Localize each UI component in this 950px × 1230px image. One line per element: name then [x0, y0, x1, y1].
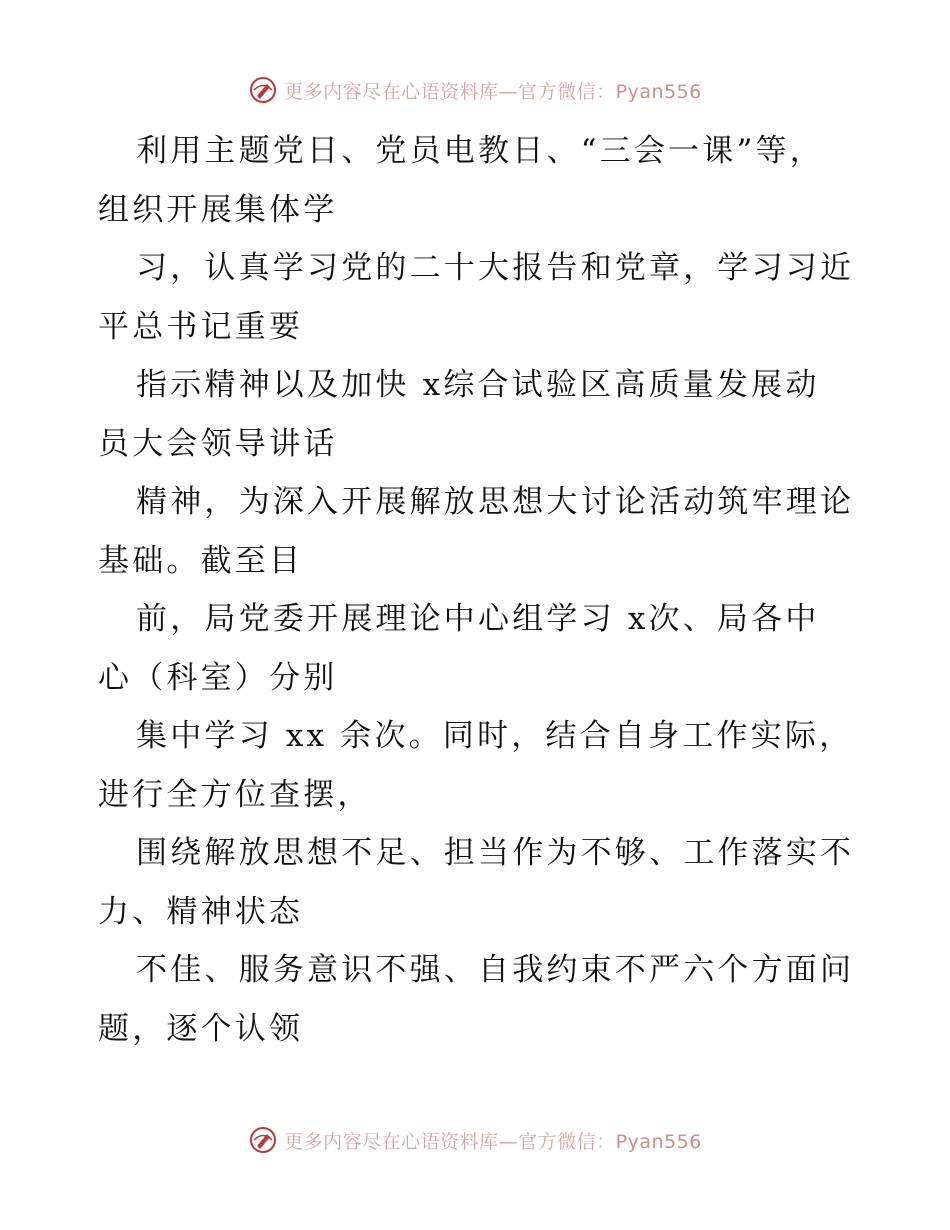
paragraph-line: 力、精神状态	[98, 893, 304, 930]
paragraph	[98, 707, 858, 824]
paragraph	[98, 122, 858, 239]
paragraph-line: 指示精神以及加快 x综合试验区高质量发展动	[136, 367, 820, 403]
paragraph-line: 精神，为深入开展解放思想大讨论活动筑牢理论	[136, 484, 855, 520]
header-watermark-text: 更多内容尽在心语资料库—官方微信：Pyan556	[284, 80, 702, 103]
paragraph-line: 基础。截至目	[98, 542, 304, 579]
paragraph-line: 题，逐个认领	[98, 1010, 304, 1047]
paragraph-line: 利用主题党日、党员电教日、“三会一课”等，	[136, 133, 824, 169]
footer-watermark-text: 更多内容尽在心语资料库—官方微信：Pyan556	[284, 1130, 702, 1153]
paragraph	[98, 590, 858, 707]
paragraph-line: 员大会领导讲话	[98, 425, 338, 462]
pen-logo-icon	[248, 75, 278, 105]
paragraph-line: 前，局党委开展理论中心组学习 x次、局各中	[136, 601, 820, 637]
paragraph-line: 习，认真学习党的二十大报告和党章，学习习近	[136, 250, 855, 286]
paragraph-line: 不佳、服务意识不强、自我约束不严六个方面问	[136, 952, 855, 988]
document-body	[98, 122, 858, 1058]
paragraph	[98, 239, 858, 356]
paragraph-line: 组织开展集体学	[98, 191, 338, 228]
header-watermark	[0, 70, 950, 110]
footer-watermark	[0, 1120, 950, 1160]
paragraph-line: 集中学习 xx 余次。同时，结合自身工作实际，	[136, 718, 854, 754]
paragraph	[98, 356, 858, 473]
paragraph-line: 平总书记重要	[98, 308, 304, 345]
paragraph	[98, 824, 858, 941]
paragraph	[98, 941, 858, 1058]
footer-watermark-id: Pyan556	[615, 1130, 702, 1153]
paragraph-line: 进行全方位查摆，	[98, 776, 372, 813]
paragraph-line: 围绕解放思想不足、担当作为不够、工作落实不	[136, 835, 855, 871]
header-watermark-id: Pyan556	[615, 80, 702, 103]
paragraph-line: 心（科室）分别	[98, 659, 338, 696]
pen-logo-icon	[248, 1125, 278, 1155]
paragraph	[98, 473, 858, 590]
